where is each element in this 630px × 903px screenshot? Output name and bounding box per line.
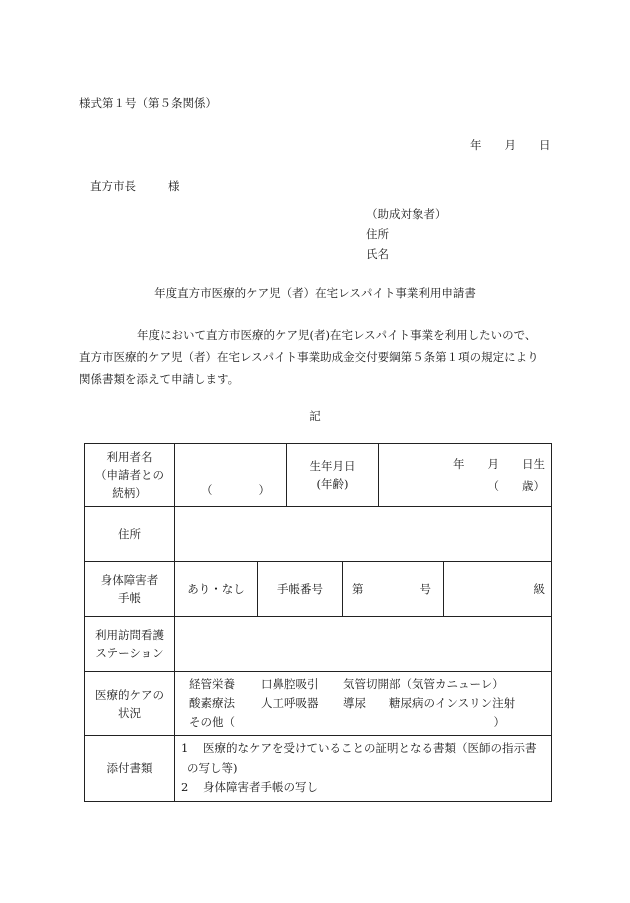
handbook-number-field[interactable] [343,562,444,617]
row-attachments [85,736,552,802]
disability-label [85,562,175,617]
care-option-oxygen[interactable]: 酸素療法 [189,696,235,710]
address-label: 住所 [85,507,175,562]
dob-value-l2: （ 歳） [487,479,545,493]
care-label [85,672,175,736]
care-option-tracheostomy[interactable]: 気管切開部（気管カニューレ） [343,677,504,691]
disability-yes-no[interactable]: あり・なし [175,562,258,617]
ki-heading: 記 [309,409,321,423]
attachments-list [175,736,552,802]
honorific: 様 [168,179,180,193]
relation-paren: （ ） [201,483,270,497]
user-name-label [85,444,175,507]
care-option-suction[interactable]: 口鼻腔吸引 [261,677,319,691]
date-day-label: 日 [539,138,551,152]
dob-label-l2: (年齢) [316,477,349,491]
care-label-l2: 状況 [118,705,141,720]
attachment-2-number: 2 [181,780,189,794]
care-row-3 [189,713,543,732]
user-name-label-l3: 続柄） [112,486,147,500]
body-line-1: 年度において直方市医療的ケア児(者)在宅レスパイト事業を利用したいので、 [137,328,537,342]
date-line [470,140,551,152]
station-label-l1: 利用訪問看護 [95,628,164,642]
user-name-label-l2: （申請者との [95,468,164,482]
addressee-name: 直方市長 [90,179,136,193]
dob-label-l1: 生年月日 [309,459,356,473]
care-label-l1: 医療的ケアの [95,687,164,702]
dob-field[interactable] [379,444,552,507]
applicant-address-label: 住所 [366,227,389,241]
care-options [175,672,552,736]
user-name-field[interactable] [175,444,287,507]
care-other-close: ） [493,715,505,729]
body-line-3: 関係書類を添えて申請します。 [79,372,240,386]
station-field[interactable] [175,617,552,672]
care-option-tube-feeding[interactable]: 経管栄養 [189,677,235,691]
row-disability [85,562,552,617]
row-address [85,507,552,562]
attachment-1-text: 医療的なケアを受けていることの証明となる書類（医師の指示書 [203,741,537,755]
attachment-1-number: 1 [181,741,189,755]
document-body [79,324,549,390]
attachment-2 [181,778,545,798]
body-line-2: 直方市医療的ケア児（者）在宅レスパイト事業助成金交付要綱第５条第１項の規定により [79,350,539,364]
care-row-2 [189,694,543,713]
dob-value-l1: 年 月 日生 [453,457,545,471]
date-month-label: 月 [504,138,516,152]
applicant-heading: （助成対象者） [366,207,447,221]
go-label: 号 [419,582,431,596]
form-number: 様式第１号（第５条関係） [79,96,217,110]
kyu-label: 級 [533,582,545,596]
addressee [90,181,180,193]
document-title: 年度直方市医療的ケア児（者）在宅レスパイト事業利用申請書 [154,286,476,300]
attachments-label: 添付書類 [85,736,175,802]
care-option-insulin[interactable]: 糖尿病のインスリン注射 [389,696,516,710]
care-option-ventilator[interactable]: 人工呼吸器 [261,696,319,710]
disability-label-l1: 身体障害者 [100,573,159,587]
attachment-1 [181,739,545,759]
handbook-number-label: 手帳番号 [258,562,343,617]
date-year-label: 年 [470,138,482,152]
care-option-other[interactable]: その他（ [189,715,235,729]
row-station [85,617,552,672]
row-user-name [85,444,552,507]
attachment-2-text: 身体障害者手帳の写し [203,780,318,794]
applicant-name-label: 氏名 [366,247,389,261]
dob-label [287,444,379,507]
care-row-1 [189,675,543,694]
station-label-l2: ステーション [95,646,164,660]
care-option-catheter[interactable]: 導尿 [343,696,366,710]
address-field[interactable] [175,507,552,562]
grade-field[interactable] [444,562,552,617]
station-label [85,617,175,672]
attachment-1-cont: の写し等) [187,760,238,775]
application-form-table [84,443,552,802]
dai-label: 第 [352,582,364,596]
disability-label-l2: 手帳 [118,591,141,605]
user-name-label-l1: 利用者名 [106,450,153,464]
applicant-block [366,204,447,264]
row-care [85,672,552,736]
